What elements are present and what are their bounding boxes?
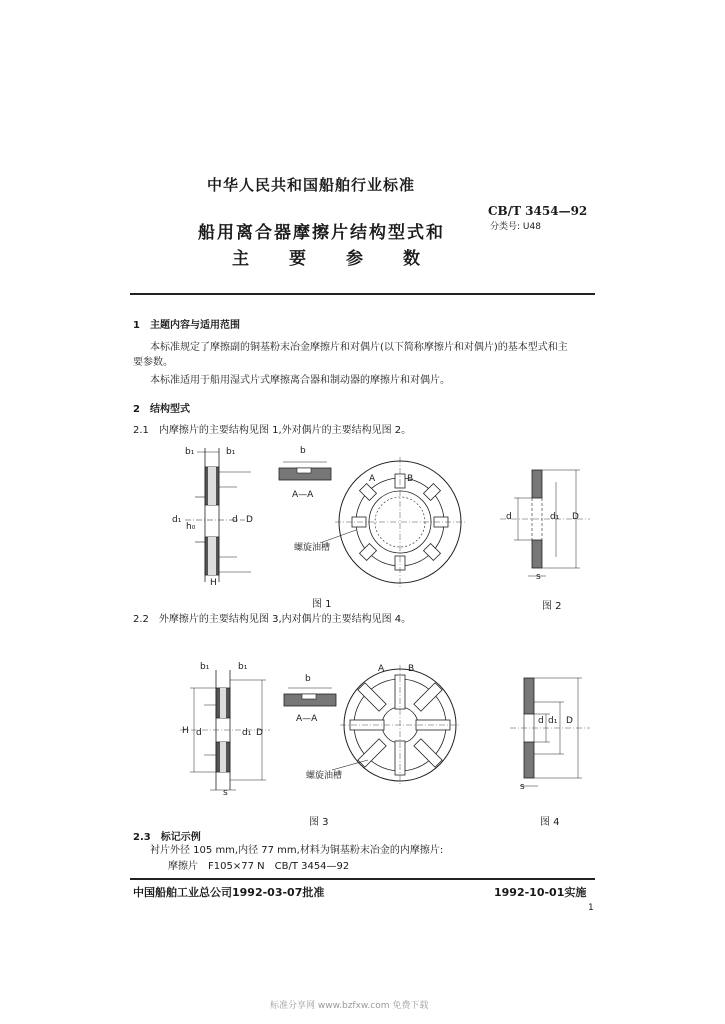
fig3-label-d1: d₁ (242, 728, 252, 738)
fig3-label-H: H (182, 726, 189, 736)
fig3-groove-label: 螺旋油槽 (306, 771, 343, 781)
fig1-label-D: D (246, 515, 253, 525)
fig3-label-D: D (256, 728, 263, 738)
fig2-label-d1: d₁ (550, 512, 560, 522)
fig1-section-aa-label: A—A (292, 490, 314, 500)
standard-title-line2: 主 要 参 数 (232, 249, 422, 269)
fig3-label-b: b (305, 674, 311, 684)
clause-2-2: 2.2 外摩擦片的主要结构见图 3,内对偶片的主要结构见图 4。 (133, 614, 412, 625)
fig1-groove-leader (318, 528, 358, 548)
fig1-label-b1-right: b₁ (226, 447, 236, 457)
section-2-heading: 2 结构型式 (133, 404, 190, 415)
figure-1-caption: 图 1 (312, 599, 332, 610)
fig3-label-s: s (223, 788, 228, 798)
figure-4-side-section (510, 672, 590, 797)
fig3-label-b1: b₁ (200, 662, 210, 672)
footer-rule (130, 878, 595, 880)
fig3-section-aa-label: A—A (296, 714, 318, 724)
section-1-paragraph-1-cont: 要参数。 (133, 357, 173, 368)
section-1-paragraph-2: 本标准适用于船用湿式片式摩擦离合器和制动器的摩擦片和对偶片。 (150, 375, 450, 386)
marking-example-description: 衬片外径 105 mm,内径 77 mm,材料为铜基粉末冶金的内摩擦片: (150, 845, 444, 856)
fig4-label-d: d (538, 716, 544, 726)
figure-2-side-section (500, 462, 590, 587)
fig1-groove-label: 螺旋油槽 (294, 543, 331, 553)
fig2-label-s: s (536, 572, 541, 582)
standard-title-line1: 船用离合器摩擦片结构型式和 (198, 223, 445, 243)
fig3-groove-leader (330, 758, 370, 774)
classification-code: 分类号: U48 (490, 222, 541, 232)
figure-2-caption: 图 2 (542, 601, 562, 612)
section-1-paragraph-1: 本标准规定了摩擦副的铜基粉末冶金摩擦片和对偶片(以下简称摩擦片和对偶片)的基本型式和主 (150, 342, 568, 353)
figure-1-side-section (175, 442, 255, 592)
fig1-section-marker-b: B (407, 474, 414, 484)
fig3-label-b1-right: b₁ (238, 662, 248, 672)
fig4-label-D: D (566, 716, 573, 726)
fig4-label-s: s (520, 782, 525, 792)
fig1-label-h0: h₀ (186, 522, 196, 532)
header-rule (130, 293, 595, 295)
fig1-label-d1: d₁ (172, 515, 182, 525)
page-number: 1 (588, 903, 594, 913)
fig2-label-D: D (572, 512, 579, 522)
approval-info: 中国船舶工业总公司1992-03-07批准 (133, 886, 325, 899)
standard-code: CB/T 3454—92 (488, 204, 588, 218)
issuing-authority: 中华人民共和国船舶行业标准 (207, 176, 416, 194)
figure-4-caption: 图 4 (540, 817, 560, 828)
figure-3-caption: 图 3 (309, 817, 329, 828)
fig1-label-H: H (210, 578, 217, 588)
fig3-label-d: d (196, 728, 202, 738)
clause-2-3-heading: 2.3 标记示例 (133, 832, 201, 843)
fig3-section-marker-a: A (378, 664, 385, 674)
fig1-label-b: b (300, 446, 306, 456)
effective-date: 1992-10-01实施 (494, 886, 587, 899)
fig3-section-marker-b: B (408, 664, 415, 674)
watermark: 标准分享网 www.bzfxw.com 免费下载 (270, 1001, 429, 1011)
fig1-label-b1: b₁ (185, 447, 195, 457)
fig1-label-d: d (232, 515, 238, 525)
clause-2-1: 2.1 内摩擦片的主要结构见图 1,外对偶片的主要结构见图 2。 (133, 425, 412, 436)
fig4-label-d1: d₁ (548, 716, 558, 726)
marking-example-code: 摩擦片 F105×77 N CB/T 3454—92 (168, 861, 350, 872)
figure-1-section-aa (275, 452, 335, 492)
figure-1-plan-view (335, 457, 465, 587)
section-1-heading: 1 主题内容与适用范围 (133, 320, 240, 331)
fig2-label-d: d (506, 512, 512, 522)
fig1-section-marker-a: A (369, 474, 376, 484)
